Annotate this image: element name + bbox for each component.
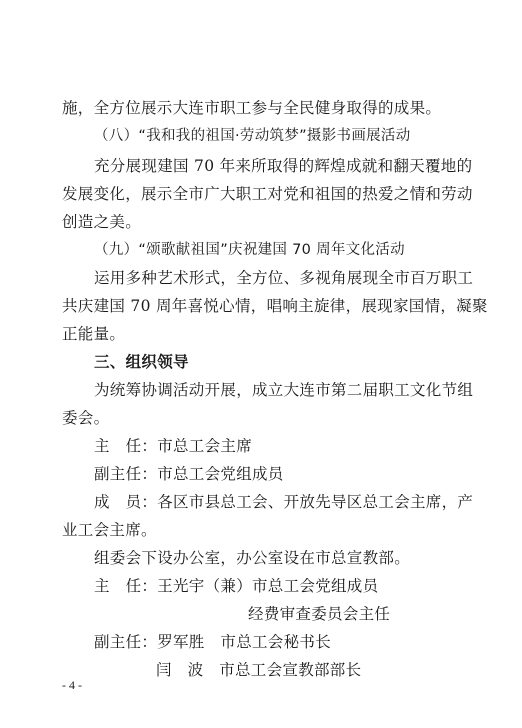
text-line: 委会。 (62, 409, 110, 427)
text-line: 副主任：罗军胜 市总工会秘书长 (94, 633, 332, 651)
section-subheading: （九）“颂歌献祖国”庆祝建国 70 周年文化活动 (94, 242, 405, 258)
text-line: 副主任：市总工会党组成员 (94, 465, 284, 483)
text-line: 成 员：各区市县总工会、开放先导区总工会主席，产 (94, 493, 474, 511)
text-line: 充分展现建国 70 年来所取得的辉煌成就和翻天覆地的 (94, 157, 473, 175)
section-subheading: （八）“我和我的祖国·劳动筑梦”摄影书画展活动 (94, 128, 411, 144)
text-line: 闫 波 市总工会宣教部部长 (156, 661, 362, 679)
section-heading: 三、组织领导 (94, 353, 189, 371)
text-line: 创造之美。 (62, 213, 142, 231)
text-line: 经费审查委员会主任 (248, 605, 391, 623)
text-line: 正能量。 (62, 325, 126, 343)
page-number: - 4 - (62, 678, 82, 692)
text-line: 主 任：王光宇（兼）市总工会党组成员 (94, 577, 379, 595)
text-line: 运用多种艺术形式，全方位、多视角展现全市百万职工 (94, 269, 474, 287)
text-line: 施，全方位展示大连市职工参与全民健身取得的成果。 (62, 99, 442, 117)
text-line: 业工会主席。 (62, 521, 157, 539)
text-line: 组委会下设办公室，办公室设在市总宣教部。 (94, 549, 411, 567)
text-line: 共庆建国 70 周年喜悦心情，唱响主旋律，展现家国情，凝聚 (62, 297, 488, 315)
text-line: 为统筹协调活动开展，成立大连市第二届职工文化节组 (94, 381, 474, 399)
text-line: 主 任：市总工会主席 (94, 437, 253, 455)
text-line: 发展变化，展示全市广大职工对党和祖国的热爱之情和劳动 (62, 185, 473, 203)
